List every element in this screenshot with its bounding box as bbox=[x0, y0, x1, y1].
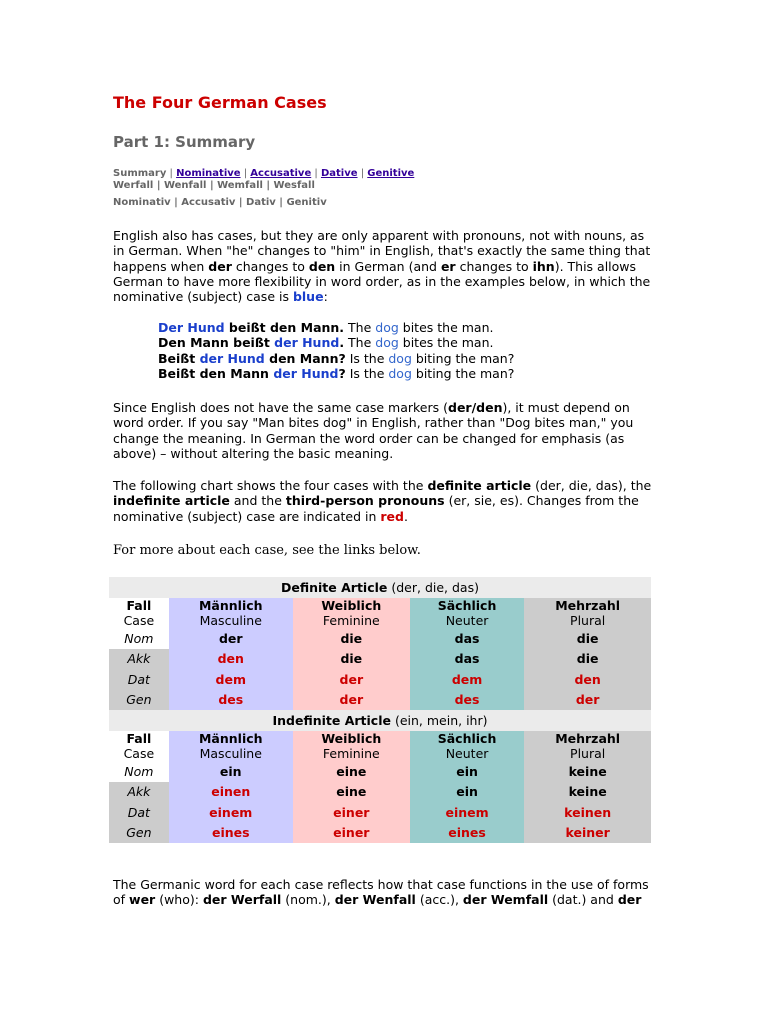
table-row: Nom der die das die bbox=[109, 628, 651, 649]
nav-link-nominative[interactable]: Nominative bbox=[176, 168, 241, 179]
more-links-note: For more about each case, see the links below. bbox=[113, 543, 421, 558]
nav-link-genitive[interactable]: Genitive bbox=[367, 168, 415, 179]
table-row: Dat dem der dem den bbox=[109, 669, 651, 690]
indefinite-title: Indefinite Article bbox=[272, 713, 391, 728]
table-row: Akk einen eine ein keine bbox=[109, 782, 651, 803]
definite-title: Definite Article bbox=[281, 580, 388, 595]
indefinite-title-row bbox=[109, 710, 651, 731]
example-3: Beißt der Hund den Mann? Is the dog biting the man? bbox=[158, 350, 515, 366]
example-2: Den Mann beißt der Hund. The dog bites the man. bbox=[158, 335, 494, 351]
nav-link-dative[interactable]: Dative bbox=[320, 168, 358, 179]
page-title: The Four German Cases bbox=[113, 93, 327, 112]
nav-summary: Summary bbox=[113, 168, 167, 179]
page-subtitle: Part 1: Summary bbox=[113, 133, 256, 151]
table-row: Dat einem einer einem keinen bbox=[109, 802, 651, 823]
header-masculine: Männlich Masculine bbox=[169, 731, 293, 761]
header-feminine: Weiblich Feminine bbox=[293, 598, 410, 628]
case-table bbox=[109, 577, 651, 843]
case-nav-latin-terms: Nominativ | Accusativ | Dativ | Genitiv bbox=[113, 197, 327, 208]
definite-header-row bbox=[109, 598, 651, 628]
header-plural: Mehrzahl Plural bbox=[524, 731, 651, 761]
table-row: Akk den die das die bbox=[109, 649, 651, 670]
table-row: Nom ein eine ein keine bbox=[109, 761, 651, 782]
germanic-word-paragraph: The Germanic word for each case reflects how that case functions in the use of forms of wer (who): der Werfall (nom.), der Wenfall (acc.), der Wemfall (dat.) and der bbox=[113, 877, 649, 908]
definite-title-row bbox=[109, 577, 651, 598]
header-plural: Mehrzahl Plural bbox=[524, 598, 651, 628]
case-nav: Summary | Nominative | Accusative | Dative | Genitive bbox=[113, 168, 415, 179]
indefinite-subtitle: (ein, mein, ihr) bbox=[390, 713, 488, 728]
chart-intro-paragraph: The following chart shows the four cases with the definite article (der, die, das), the indefinite article and the third-person pronouns (er, sie, es). Changes from the nominative (subject) case are indicated in red. bbox=[113, 478, 652, 524]
case-nav-german-terms: Werfall | Wenfall | Wemfall | Wesfall bbox=[113, 180, 315, 191]
intro-paragraph: English also has cases, but they are only apparent with pronouns, not with nouns, as in German. When "he" changes to "him" in English, that's exactly the same thing that happens when der changes to den in German (and er changes to ihn). This allows German to have more flexibility in word order, as in the examples below, in which the nominative (subject) case is blue: bbox=[113, 228, 651, 305]
header-case: Fall Case bbox=[109, 598, 169, 628]
example-1: Der Hund beißt den Mann. The dog bites the man. bbox=[158, 320, 494, 335]
header-neuter: Sächlich Neuter bbox=[410, 598, 524, 628]
word-order-paragraph: Since English does not have the same case markers (der/den), it must depend on word order. If you say "Man bites dog" in English, rather than "Dog bites man," you change the meaning. In German the word order can be changed for emphasis (as above) – without altering the basic meaning. bbox=[113, 400, 634, 461]
example-sentences bbox=[158, 320, 514, 381]
definite-subtitle: (der, die, das) bbox=[387, 580, 479, 595]
example-4: Beißt den Mann der Hund? Is the dog biting the man? bbox=[158, 365, 515, 381]
indefinite-header-row bbox=[109, 731, 651, 761]
header-neuter: Sächlich Neuter bbox=[410, 731, 524, 761]
header-case: Fall Case bbox=[109, 731, 169, 761]
table-row: Gen eines einer eines keiner bbox=[109, 823, 651, 844]
table-row: Gen des der des der bbox=[109, 690, 651, 711]
nav-link-accusative[interactable]: Accusative bbox=[250, 168, 312, 179]
header-feminine: Weiblich Feminine bbox=[293, 731, 410, 761]
header-masculine: Männlich Masculine bbox=[169, 598, 293, 628]
